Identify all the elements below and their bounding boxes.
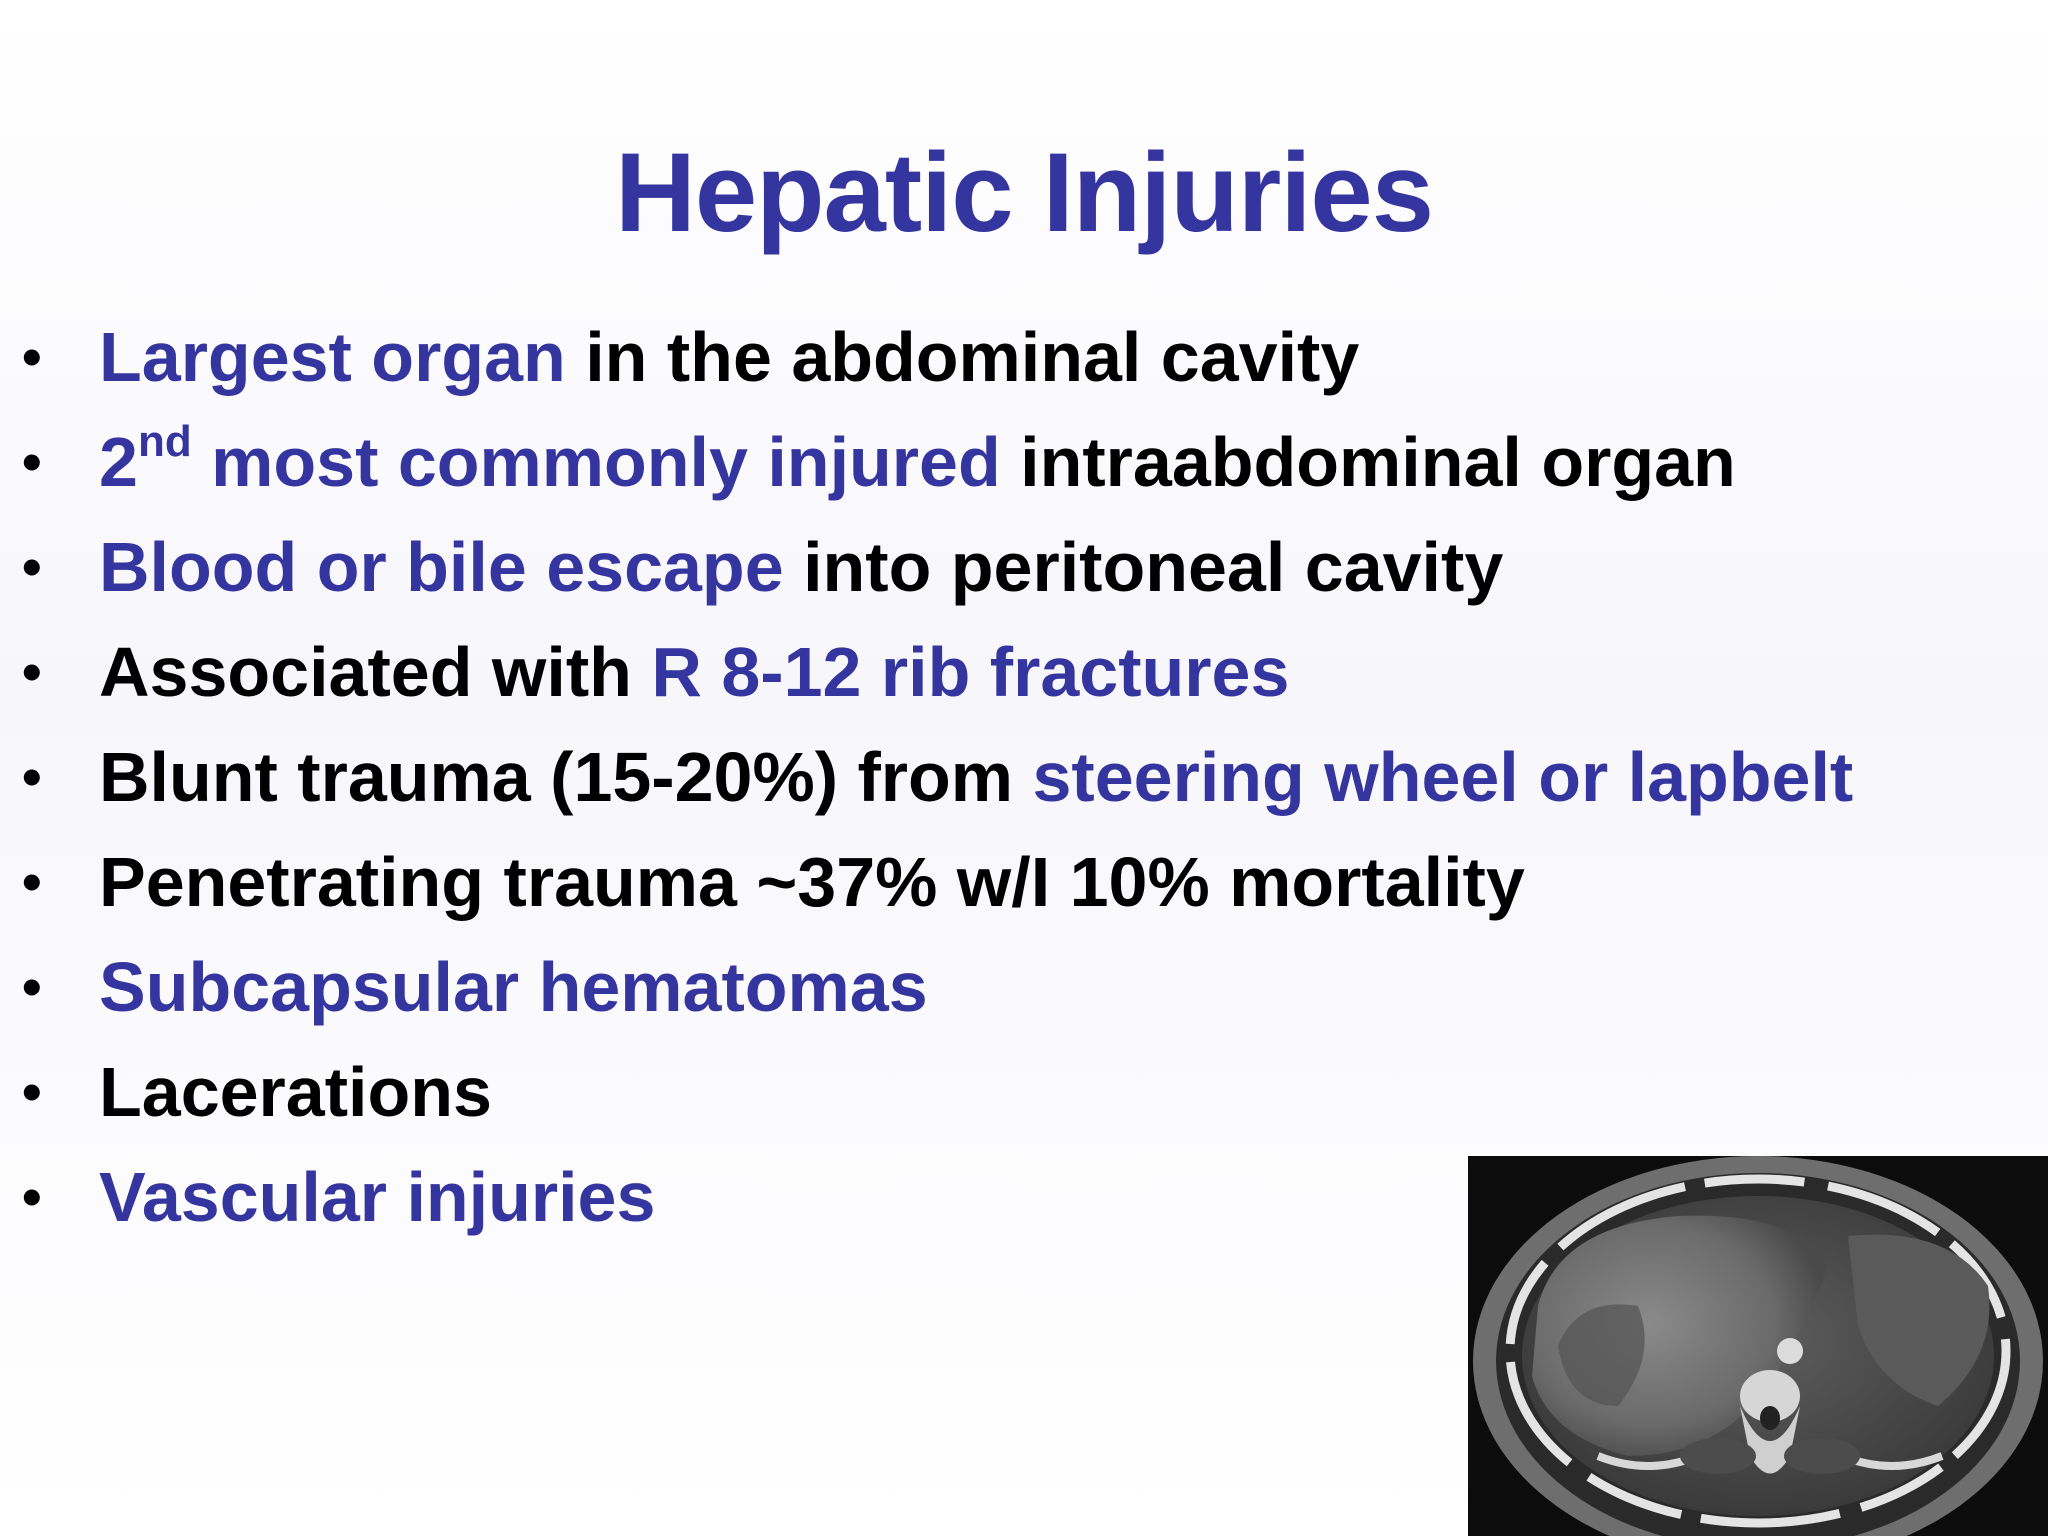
bullet-icon: •	[22, 535, 42, 598]
bullet-item	[22, 417, 2002, 522]
bullet-text: Penetrating trauma ~37% w/I 10% mortality	[99, 843, 1525, 921]
bullet-item	[22, 312, 2002, 417]
bullet-text: Blunt trauma (15-20%) from	[99, 738, 1033, 816]
bullet-text: intraabdominal organ	[1000, 423, 1736, 501]
bullet-icon: •	[22, 850, 42, 913]
ct-scan-illustration	[1468, 1156, 2048, 1536]
bullet-text: Lacerations	[99, 1053, 492, 1131]
bullet-highlight: most commonly injured	[191, 423, 1001, 501]
bullet-text: in the abdominal cavity	[565, 318, 1360, 396]
bullet-icon: •	[22, 955, 42, 1018]
bullet-highlight: steering wheel or lapbelt	[1032, 738, 1854, 816]
bullet-highlight: Largest organ	[99, 318, 566, 396]
bullet-highlight: Blood or bile escape	[99, 528, 784, 606]
bullet-item	[22, 837, 2002, 942]
bullet-item	[22, 627, 2002, 732]
slide-title: Hepatic Injuries	[614, 130, 1434, 255]
bullet-item	[22, 732, 2002, 837]
bullet-icon: •	[22, 325, 42, 388]
bullet-text: into peritoneal cavity	[783, 528, 1504, 606]
bullet-list	[22, 312, 2002, 1257]
ct-scan-image	[1468, 1156, 2048, 1536]
bullet-item	[22, 1047, 2002, 1152]
bullet-text: Associated with	[99, 633, 652, 711]
bullet-icon: •	[22, 1165, 42, 1228]
bullet-item	[22, 942, 2002, 1047]
bullet-icon: •	[22, 640, 42, 703]
bullet-highlight: Subcapsular hematomas	[99, 948, 928, 1026]
bullet-highlight: Vascular injuries	[99, 1158, 656, 1236]
bullet-highlight: R 8-12 rib fractures	[651, 633, 1290, 711]
bullet-icon: •	[22, 1060, 42, 1123]
ordinal-superscript: nd	[137, 417, 192, 466]
bullet-icon: •	[22, 745, 42, 808]
bullet-highlight: 2	[99, 423, 138, 501]
bullet-item	[22, 522, 2002, 627]
bullet-icon: •	[22, 430, 42, 493]
